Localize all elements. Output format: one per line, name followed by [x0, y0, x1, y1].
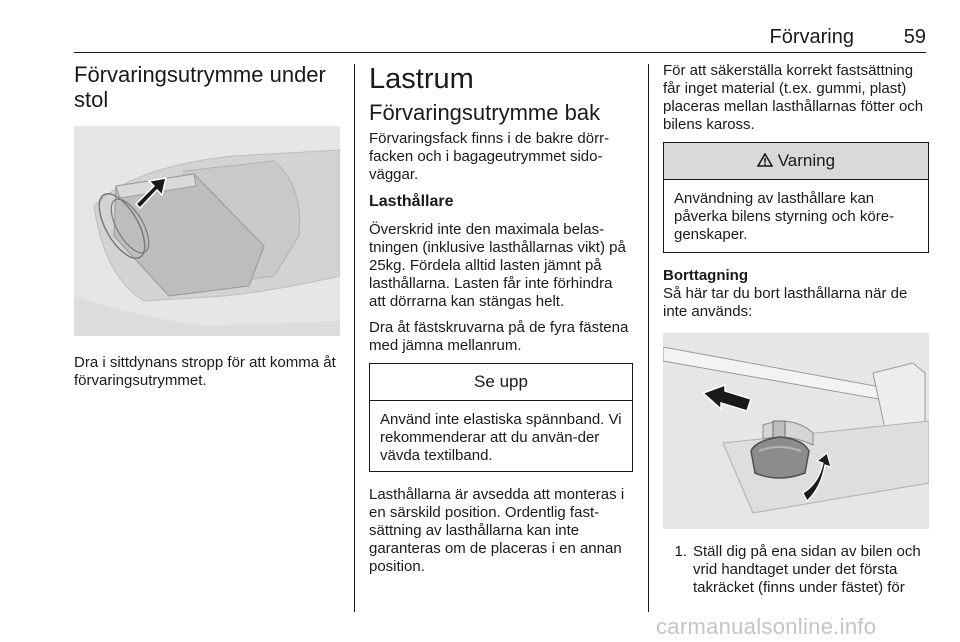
warning-triangle-icon: [757, 151, 778, 170]
paragraph: Överskrid inte den maximala belas-tningen (inklusive lasthållarnas vikt) på 25kg. Fördela alltid lasten jämnt på lasthållarna. Lasten får inte förhindra att dörrarna kan stängas helt.: [369, 221, 626, 310]
chapter-title: Lastrum: [369, 63, 474, 95]
roof-rack-illustration: [663, 333, 929, 529]
column-right: [663, 62, 929, 597]
column-divider: [648, 64, 649, 612]
caution-title: Se upp: [370, 364, 632, 401]
caution-box: [369, 363, 633, 472]
section-title: Förvaringsutrymme bak: [369, 100, 601, 125]
paragraph: Förvaringsfack finns i de bakre dörr-facken och i bagageutrymmet sido-väggar.: [369, 130, 610, 183]
list-item: [663, 543, 929, 597]
column-divider: [354, 64, 355, 612]
paragraph: Så här tar du bort lasthållarna när de inte används:: [663, 285, 908, 320]
section-heading: Förvaringsutrymme under stol: [74, 62, 326, 112]
paragraph: Lasthållarna är avsedda att monteras i en särskild position. Ordentlig fast-sättning av lasthållarna kan inte garanteras om de placeras i en annan position.: [369, 486, 625, 575]
subsection-heading: Lasthållare: [369, 193, 454, 210]
step-text: Ställ dig på ena sidan av bilen och vrid handtaget under det första takräcket (finns under fästet) för: [693, 543, 921, 596]
page-header: [74, 24, 926, 53]
column-middle: [369, 62, 633, 584]
column-left: [74, 62, 340, 398]
caution-body: [370, 401, 632, 471]
paragraph: Dra åt fästskruvarna på de fyra fästena med jämna mellanrum.: [369, 319, 629, 354]
page-number: 59: [903, 26, 926, 48]
subsection-heading: Borttagning: [663, 267, 748, 284]
watermark: carmanualsonline.info: [656, 614, 877, 639]
warning-box: [663, 142, 929, 253]
caution-text: Använd inte elastiska spännband. Vi rekommenderar att du använ-der vävda textilband.: [380, 411, 622, 464]
header-title: Förvaring: [769, 26, 854, 48]
seat-storage-illustration: [74, 126, 340, 336]
warning-title: Varning: [777, 151, 836, 170]
warning-body: [664, 180, 928, 252]
warning-header: [664, 143, 928, 180]
paragraph: För att säkerställa korrekt fastsättning får inget material (t.ex. gummi, plast) placeras mellan lasthållarnas fötter och bilens kaross.: [663, 62, 924, 133]
removal-steps: [663, 543, 929, 597]
illustration-caption: Dra i sittdynans stropp för att komma åt förvaringsutrymmet.: [74, 354, 336, 389]
step-number: 1.: [674, 543, 687, 560]
warning-text: Användning av lasthållare kan påverka bilens styrning och köre-genskaper.: [674, 190, 895, 243]
